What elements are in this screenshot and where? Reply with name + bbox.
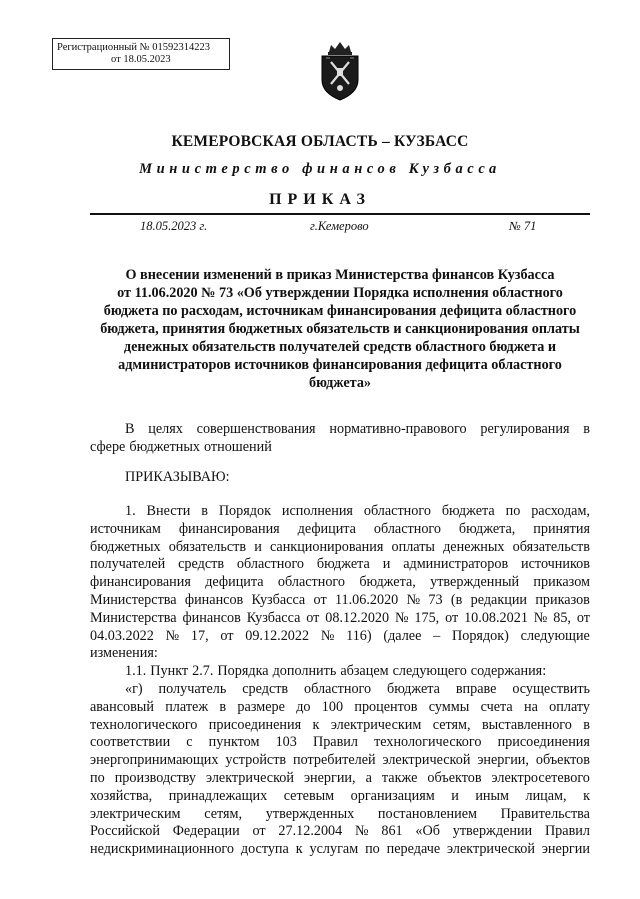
word: областного [236, 556, 305, 573]
word: № [406, 591, 421, 608]
word: № [320, 627, 335, 644]
word: № [355, 823, 369, 840]
text-line [90, 699, 590, 717]
word: 116) [346, 627, 372, 644]
word: (в [450, 591, 463, 608]
text-line [90, 628, 590, 646]
text-line [90, 556, 590, 574]
word: выставленного [481, 716, 572, 733]
word: сетевым [283, 787, 335, 804]
title-line: от 11.06.2020 № 73 «Об утверждении Порядка исполнения областного [117, 285, 563, 301]
word: содержания: [470, 663, 547, 680]
word: электрическим [90, 805, 181, 822]
intro-paragraph [90, 421, 590, 457]
word: от [576, 609, 590, 626]
word: постановлением [377, 805, 477, 822]
word: исполнения [281, 503, 353, 519]
word: Министерства [90, 591, 177, 608]
word: в [219, 698, 227, 715]
word: вправе [455, 680, 497, 697]
word: устройств [225, 752, 287, 769]
word: следующего [392, 663, 467, 680]
word: энергии [541, 841, 590, 858]
word: финансов [182, 609, 241, 626]
text-line [90, 663, 590, 681]
word: хозяйства, [90, 787, 153, 804]
order-directive: ПРИКАЗЫВАЮ: [125, 469, 230, 485]
word: областного [363, 503, 431, 519]
word: областного [373, 520, 441, 537]
text-line [90, 681, 590, 699]
word: – [433, 627, 441, 644]
word: 04.03.2022 [90, 627, 154, 644]
title-line: бюджета, принятия бюджетных обязательств и санкционирования оплаты [100, 321, 580, 337]
word: присоединения [208, 716, 302, 733]
title-line: бюджета» [308, 375, 372, 391]
word: производству [114, 769, 196, 786]
word: 175, [414, 609, 440, 626]
word: иным [475, 787, 510, 804]
word: от [252, 823, 266, 840]
word: 11.06.2020 [334, 591, 399, 608]
word: № [165, 627, 180, 644]
word: электрическим [330, 716, 422, 733]
word: областного [304, 680, 372, 697]
word: средств [242, 680, 289, 697]
word: Порядок [218, 503, 271, 519]
word: бюджетных [90, 538, 161, 555]
word: и [254, 538, 262, 555]
word: на [523, 698, 538, 715]
word: принадлежащих [168, 787, 268, 804]
word: процентов [354, 698, 418, 715]
word: размере [237, 698, 285, 715]
word: расходам, [531, 503, 590, 519]
word: бюджета [441, 503, 495, 519]
word: Кузбасса [251, 591, 306, 608]
word: изменения: [90, 645, 158, 662]
word: бюджетных [129, 438, 201, 455]
word: от [220, 627, 234, 644]
title-line: администраторов источников финансирования дефицита областного [118, 357, 562, 373]
word: Внести [146, 503, 191, 519]
word: финансирования [90, 574, 191, 591]
word: отношений [204, 438, 272, 455]
word: В [125, 421, 135, 437]
text-line [90, 503, 590, 521]
word: и [451, 787, 459, 804]
word: соответствии [90, 734, 171, 751]
word: обязательств [512, 538, 590, 555]
word: обязательств [168, 538, 247, 555]
word: санкционирования [269, 538, 384, 555]
word: финансирования [178, 520, 280, 537]
word: осуществить [512, 680, 590, 697]
word: доступа [240, 841, 289, 858]
word: до [296, 698, 311, 715]
word: потребителей [293, 752, 376, 769]
word: в [583, 421, 590, 437]
item-1-paragraph [90, 503, 590, 859]
word: от [445, 609, 459, 626]
text-line [90, 421, 590, 439]
word: от [306, 609, 320, 626]
title-line: бюджета по расходам, источникам финансирования дефицита областного [103, 303, 577, 319]
word: 103 [275, 734, 297, 751]
word: 27.12.2004 [278, 823, 343, 840]
word: технологического [90, 716, 198, 733]
text-line [90, 734, 590, 752]
header-divider [90, 213, 590, 215]
word: к [583, 787, 590, 804]
order-city: г.Кемерово [310, 219, 369, 233]
registration-date: от 18.05.2023 [111, 54, 171, 65]
word: авансовый [90, 698, 154, 715]
word: редакции [470, 591, 528, 608]
word: № [533, 609, 548, 626]
registration-stamp [52, 38, 230, 70]
text-line [90, 539, 590, 557]
word: дефицита [297, 520, 356, 537]
word: к [312, 716, 320, 733]
word: совершенствования [196, 421, 316, 437]
word: сетям, [204, 805, 243, 822]
word: приказом [533, 574, 590, 591]
word: утвержденный [430, 574, 520, 591]
word: и [382, 556, 391, 573]
word: 861 [381, 823, 403, 840]
word: 1.1. [125, 663, 147, 680]
word: 08.12.2020 [325, 609, 390, 626]
word: Порядок) [452, 627, 509, 644]
word: утверждении [452, 823, 533, 840]
word: сфере [90, 438, 126, 455]
word: целях [148, 421, 183, 437]
word: 1. [125, 503, 136, 519]
word: следующие [520, 627, 590, 644]
word: электрической [447, 841, 535, 858]
word: Кузбасса [246, 609, 301, 626]
word: дополнить [272, 663, 337, 680]
word: счета [480, 698, 513, 715]
text-line [90, 574, 590, 592]
word: «г) [125, 680, 143, 697]
title-line: О внесении изменений в приказ Министерства финансов Кузбасса [125, 267, 555, 283]
word: в [201, 503, 208, 519]
ministry-heading: Министерство финансов Кузбасса [139, 161, 501, 177]
word: бюджета [387, 680, 440, 697]
word: Российской [90, 823, 160, 840]
region-heading: КЕМЕРОВСКАЯ ОБЛАСТЬ – КУЗБАСС [171, 133, 469, 150]
document-title [90, 266, 590, 392]
word: 85, [553, 609, 571, 626]
word: 73 [428, 591, 443, 608]
word: Министерства [90, 609, 177, 626]
text-line [90, 788, 590, 806]
word: электрической [382, 752, 471, 769]
word: пунктом [208, 734, 260, 751]
word: 2.7. [192, 663, 214, 680]
word: к [295, 841, 303, 858]
word: энергии, [477, 752, 529, 769]
word: абзацем [340, 663, 389, 680]
registration-number: Регистрационный № 01592314223 [57, 42, 210, 53]
order-number: № 71 [509, 219, 537, 233]
text-line [90, 610, 590, 628]
word: оплаты [391, 538, 435, 555]
word: суммы [428, 698, 470, 715]
word: получателей [90, 556, 166, 573]
word: бюджета [316, 556, 370, 573]
word: Правил [544, 823, 590, 840]
text-line [90, 841, 590, 859]
word: принятия [533, 520, 590, 537]
text-line [90, 592, 590, 610]
word: средств [178, 556, 225, 573]
text-line [90, 752, 590, 770]
text-line [90, 770, 590, 788]
word: приказов [535, 591, 590, 608]
word: Федерации [172, 823, 240, 840]
text-line [90, 645, 590, 663]
text-line [90, 806, 590, 824]
word: в [583, 716, 590, 733]
word: регулирования [480, 421, 570, 437]
text-line [90, 717, 590, 735]
order-date: 18.05.2023 г. [140, 219, 208, 233]
word: источникам [90, 520, 161, 537]
text-line [90, 521, 590, 539]
word: утвержденных [265, 805, 355, 822]
word: платеж [165, 698, 209, 715]
word: 10.08.2021 [464, 609, 528, 626]
word: (далее [383, 627, 422, 644]
word: энергии, [303, 769, 356, 786]
word: а [365, 769, 372, 786]
word: 100 [321, 698, 344, 715]
word: получатель [158, 680, 227, 697]
word: нормативно-правового [329, 421, 467, 437]
word: дефицита [205, 574, 264, 591]
word: по [505, 503, 521, 519]
word: финансов [184, 591, 244, 608]
word: денежных [443, 538, 505, 555]
word: с [186, 734, 193, 751]
word: по [90, 769, 105, 786]
text-line [90, 439, 590, 457]
word: Порядка [217, 663, 269, 680]
word: 09.12.2022 [245, 627, 310, 644]
word: областного [277, 574, 345, 591]
word: недискриминационного [90, 841, 234, 858]
word: по [365, 841, 380, 858]
word: объектов [535, 752, 590, 769]
word: передаче [386, 841, 441, 858]
word: энергопринимающих [90, 752, 219, 769]
word: также [381, 769, 418, 786]
word: бюджета, [458, 520, 516, 537]
word: источников [521, 556, 590, 573]
word: от [313, 591, 327, 608]
title-line: денежных обязательств получателей средств областного бюджета и [123, 339, 557, 355]
word: объектов [427, 769, 482, 786]
word: услугам [309, 841, 359, 858]
word: «Об [415, 823, 440, 840]
word: лицам, [525, 787, 567, 804]
word: организациям [350, 787, 435, 804]
word: Правительства [500, 805, 590, 822]
word: бюджета, [359, 574, 416, 591]
text-line [90, 823, 590, 841]
word: оплату [549, 698, 590, 715]
word: Пункт [150, 663, 189, 680]
word: электрической [206, 769, 294, 786]
word: электросетевого [491, 769, 590, 786]
word: № [394, 609, 409, 626]
word: технологического [374, 734, 482, 751]
document-type: ПРИКАЗ [269, 191, 371, 208]
word: сетям, [432, 716, 471, 733]
word: присоединения [497, 734, 590, 751]
word: Правил [312, 734, 358, 751]
coat-of-arms-icon [316, 40, 364, 102]
word: администраторов [403, 556, 509, 573]
word: 17, [190, 627, 209, 644]
